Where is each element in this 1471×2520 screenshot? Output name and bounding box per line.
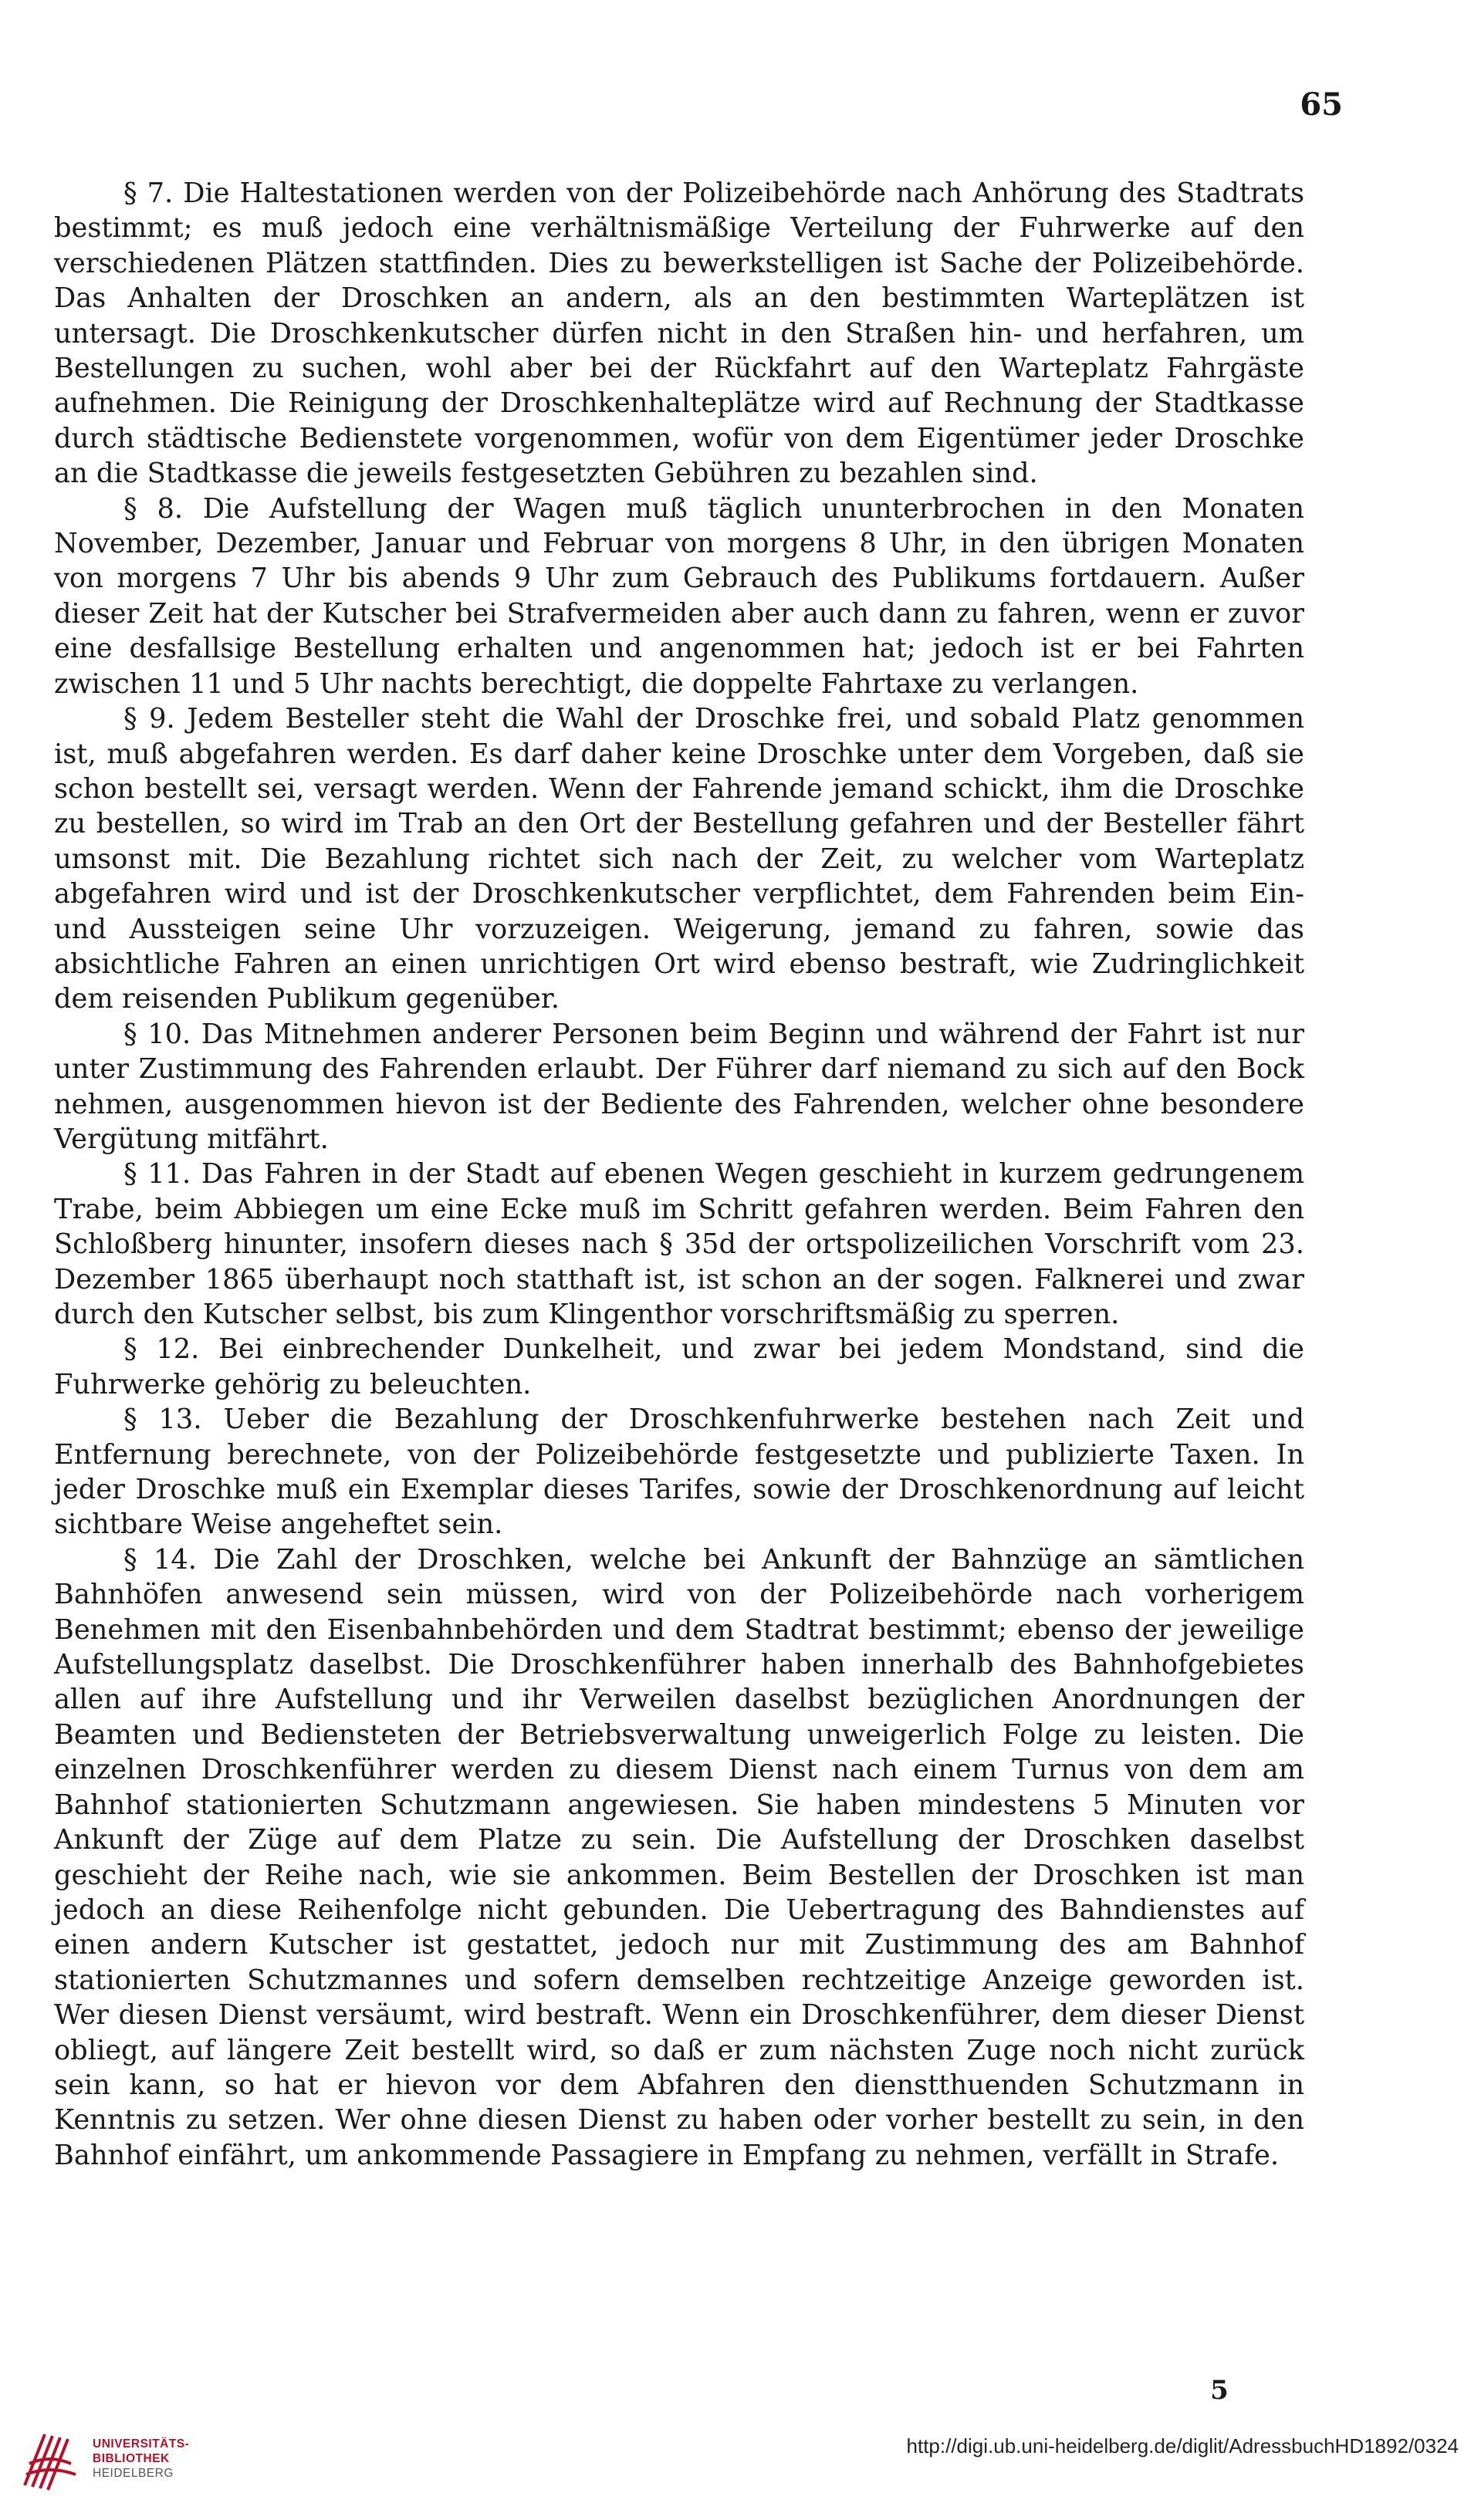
institution-line-3: HEIDELBERG [93, 2467, 174, 2480]
paragraph-section-13: § 13. Ueber die Bezahlung der Droschkenfuhrwerke bestehen nach Zeit und Entfernung berechnete, von der Polizeibehörde festgesetzte und publizierte Taxen. In jeder Droschke muß ein Exemplar dieses Tarifes, sowie der Droschkenordnung auf leicht sichtbare Weise angeheftet sein. [54, 1404, 1304, 1541]
paragraph-section-11: § 11. Das Fahren in der Stadt auf ebenen Wegen geschieht in kurzem gedrungenem Trabe, beim Abbiegen um eine Ecke muß im Schritt gefahren werden. Beim Fahren den Schloßberg hinunter, insofern dieses nach § 35d der ortspolizeilichen Vorschrift vom 23. Dezember 1865 überhaupt noch statthaft ist, ist schon an der sogen. Falknerei und zwar durch den Kutscher selbst, bis zum Klingenthor vorschriftsmäßig zu sperren. [54, 1158, 1304, 1330]
paragraph-section-9: § 9. Jedem Besteller steht die Wahl der Droschke frei, und sobald Platz genommen ist, muß abgefahren werden. Es darf daher keine Droschke unter dem Vorgeben, daß sie schon bestellt sei, versagt werden. Wenn der Fahrende jemand schickt, ihm die Droschke zu bestellen, so wird im Trab an den Ort der Bestellung gefahren und der Besteller fährt umsonst mit. Die Bezahlung richtet sich nach der Zeit, zu welcher vom Warteplatz abgefahren wird und ist der Droschkenkutscher verpflichtet, dem Fahrenden beim Ein- und Aussteigen seine Uhr vorzuzeigen. Weigerung, jemand zu fahren, sowie das absichtliche Fahren an einen unrichtigen Ort wird ebenso bestraft, wie Zudringlichkeit dem reisenden Publikum gegenüber. [54, 703, 1304, 1015]
document-body [54, 176, 1304, 2173]
footer [0, 2415, 1471, 2520]
paragraph-section-10: § 10. Das Mitnehmen anderer Personen beim Beginn und während der Fahrt ist nur unter Zustimmung des Fahrenden erlaubt. Der Führer darf niemand zu sich auf den Bock nehmen, ausgenommen hievon ist der Bediente des Fahrenden, welcher ohne besondere Vergütung mitfährt. [54, 1018, 1304, 1155]
page-number: 65 [1300, 86, 1343, 123]
paragraph-section-12: § 12. Bei einbrechender Dunkelheit, und zwar bei jedem Mondstand, sind die Fuhrwerke gehörig zu beleuchten. [54, 1333, 1304, 1400]
paragraph-section-8: § 8. Die Aufstellung der Wagen muß täglich ununterbrochen in den Monaten November, Dezember, Januar und Februar von morgens 8 Uhr, in den übrigen Monaten von morgens 7 Uhr bis abends 9 Uhr zum Gebrauch des Publikums fortdauern. Außer dieser Zeit hat der Kutscher bei Strafvermeiden aber auch dann zu fahren, wenn er zuvor eine desfallsige Bestellung erhalten und angenommen hat; jedoch ist er bei Fahrten zwischen 11 und 5 Uhr nachts berechtigt, die doppelte Fahrtaxe zu verlangen. [54, 492, 1304, 700]
institution-line-2: BIBLIOTHEK [93, 2452, 170, 2465]
source-url-link[interactable]: http://digi.ub.uni-heidelberg.de/diglit/AdressbuchHD1892/0324 [906, 2434, 1459, 2458]
signature-mark: 5 [1210, 2375, 1229, 2406]
university-library-logo-icon [14, 2425, 85, 2496]
institution-name [93, 2437, 189, 2481]
institution-line-1: UNIVERSITÄTS- [93, 2437, 190, 2451]
paragraph-section-7: § 7. Die Haltestationen werden von der Polizeibehörde nach Anhörung des Stadtrats bestimmt; es muß jedoch eine verhältnismäßige Verteilung der Fuhrwerke auf den verschiedenen Plätzen stattfinden. Dies zu bewerkstelligen ist Sache der Polizeibehörde. Das Anhalten der Droschken an andern, als an den bestimmten Warteplätzen ist untersagt. Die Droschkenkutscher dürfen nicht in den Straßen hin- und herfahren, um Bestellungen zu suchen, wohl aber bei der Rückfahrt auf den Warteplatz Fahrgäste aufnehmen. Die Reinigung der Droschkenhalteplätze wird auf Rechnung der Stadtkasse durch städtische Bedienstete vorgenommen, wofür von dem Eigentümer jeder Droschke an die Stadtkasse die jeweils festgesetzten Gebühren zu bezahlen sind. [54, 177, 1304, 490]
paragraph-section-14: § 14. Die Zahl der Droschken, welche bei Ankunft der Bahnzüge an sämtlichen Bahnhöfen anwesend sein müssen, wird von der Polizeibehörde nach vorherigem Benehmen mit den Eisenbahnbehörden und dem Stadtrat bestimmt; ebenso der jeweilige Aufstellungsplatz daselbst. Die Droschkenführer haben innerhalb des Bahnhofgebietes allen auf ihre Aufstellung und ihr Verweilen daselbst bezüglichen Anordnungen der Beamten und Bediensteten der Betriebsverwaltung unweigerlich Folge zu leisten. Die einzelnen Droschkenführer werden zu diesem Dienst nach einem Turnus von dem am Bahnhof stationierten Schutzmann angewiesen. Sie haben mindestens 5 Minuten vor Ankunft der Züge auf dem Platze zu sein. Die Aufstellung der Droschken daselbst geschieht der Reihe nach, wie sie ankommen. Beim Bestellen der Droschken ist man jedoch an diese Reihenfolge nicht gebunden. Die Uebertragung des Bahndienstes auf einen andern Kutscher ist gestattet, jedoch nur mit Zustimmung des am Bahnhof stationierten Schutzmannes und sofern demselben rechtzeitige Anzeige geworden ist. Wer diesen Dienst versäumt, wird bestraft. Wenn ein Droschkenführer, dem dieser Dienst obliegt, auf längere Zeit bestellt wird, so daß er zum nächsten Zuge noch nicht zurück sein kann, so hat er hievon vor dem Abfahren den dienstthuenden Schutzmann in Kenntnis zu setzen. Wer ohne diesen Dienst zu haben oder vorher bestellt zu sein, in den Bahnhof einfährt, um ankommende Passagiere in Empfang zu nehmen, verfällt in Strafe. [54, 1543, 1304, 2171]
